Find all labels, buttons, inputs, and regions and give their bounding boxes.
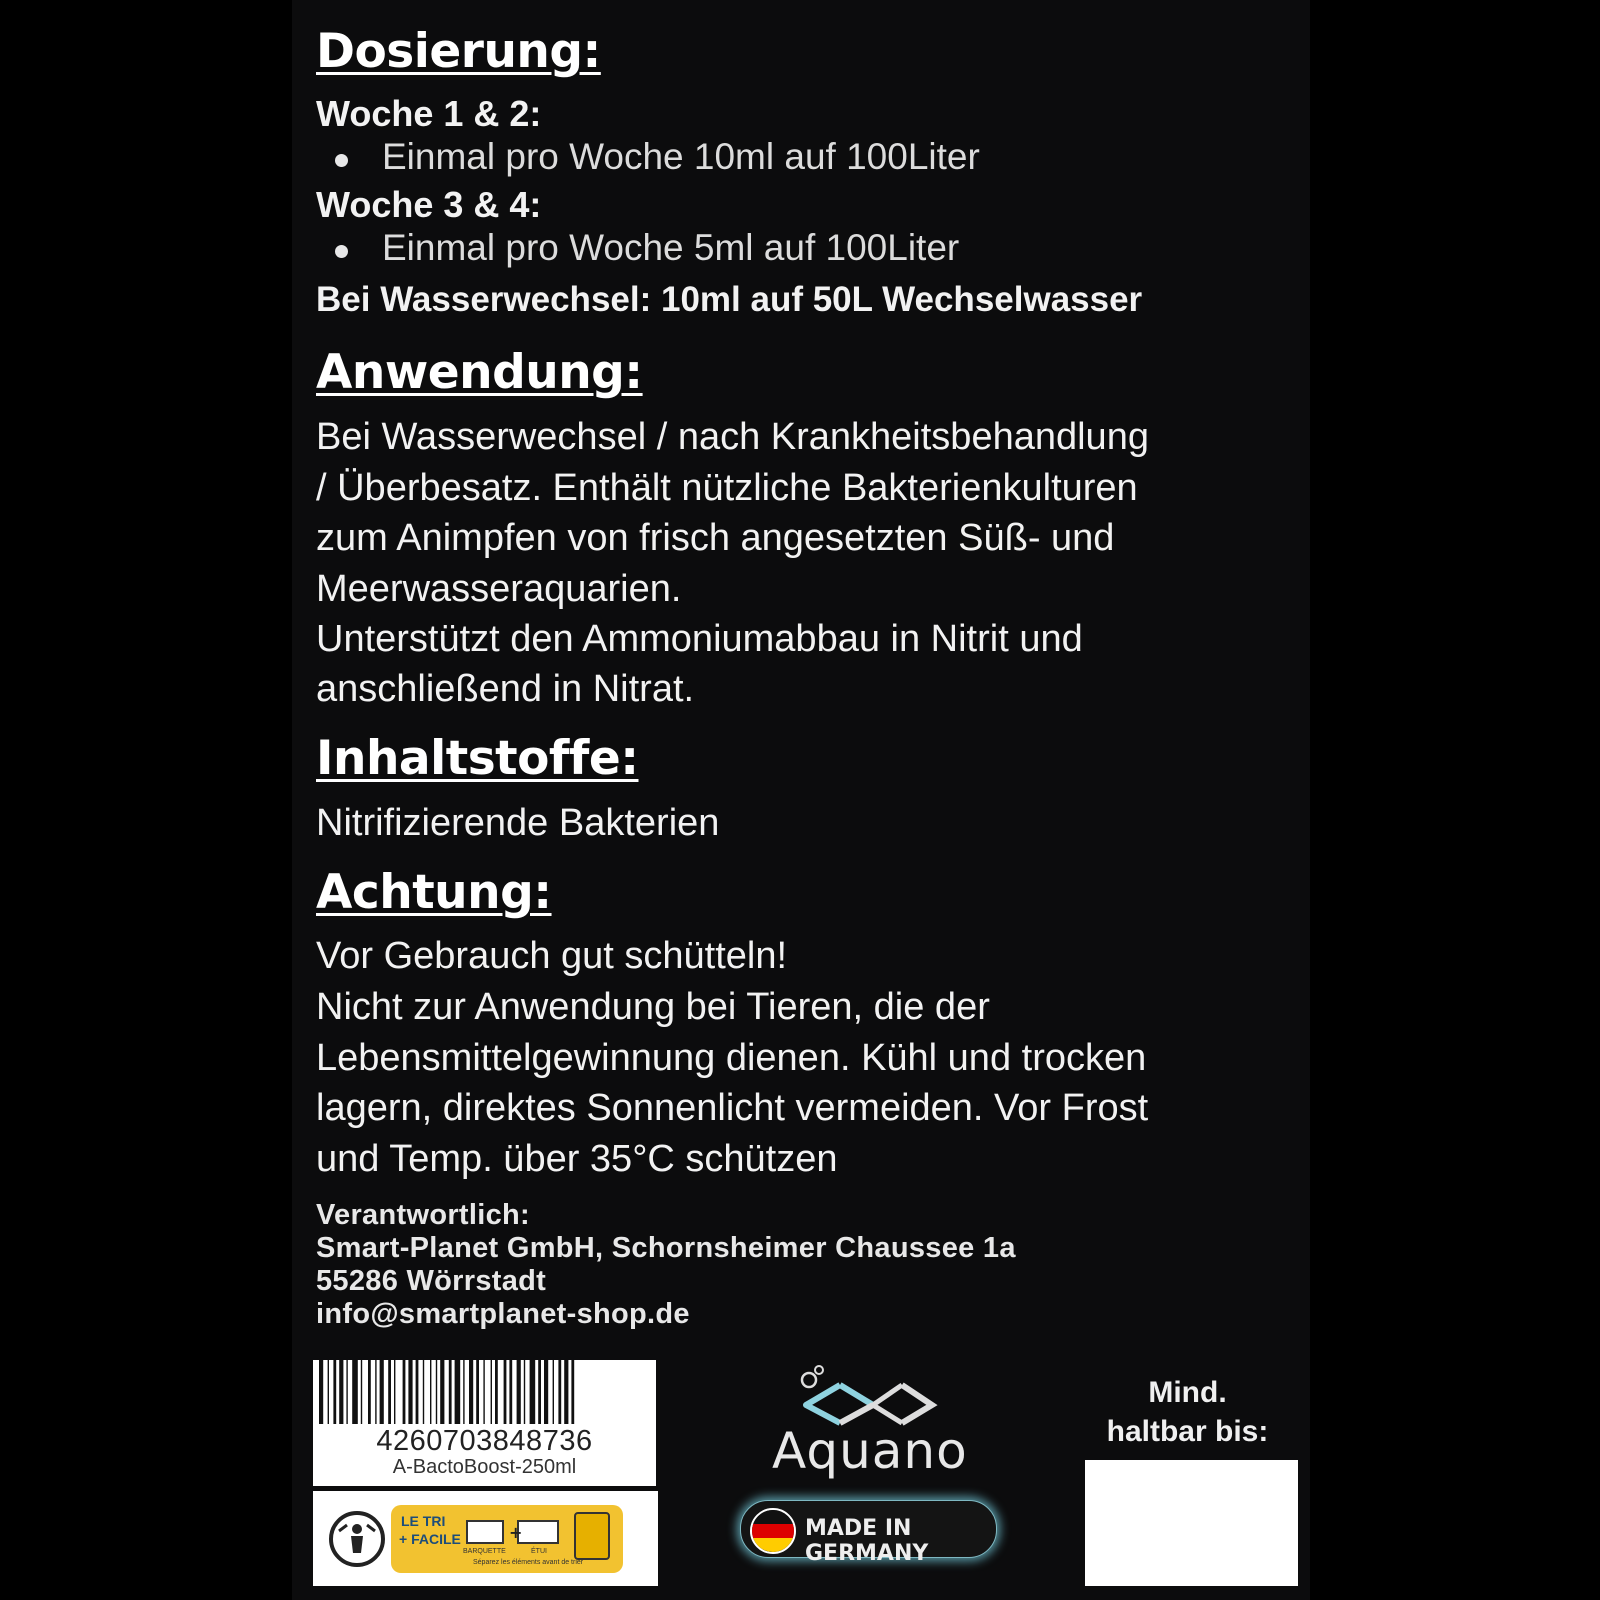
barcode bbox=[313, 1360, 656, 1486]
barcode-bar bbox=[368, 1360, 371, 1424]
barcode-bar bbox=[319, 1360, 323, 1424]
company-email: info@smartplanet-shop.de bbox=[316, 1298, 690, 1330]
week-3-4-label: Woche 3 & 4: bbox=[316, 184, 542, 225]
barcode-bar bbox=[553, 1360, 554, 1424]
barcode-bar bbox=[436, 1360, 437, 1424]
anwendung-line: zum Animpfen von frisch angesetzten Süß- und bbox=[316, 517, 1115, 559]
anwendung-heading: Anwendung: bbox=[316, 345, 643, 400]
company-address: Smart-Planet GmbH, Schornsheimer Chaussee 1a bbox=[316, 1232, 1016, 1264]
barcode-bar bbox=[483, 1360, 484, 1424]
anwendung-line: Meerwasseraquarien. bbox=[316, 568, 682, 610]
triman-footer: Séparez les éléments avant de trier bbox=[473, 1559, 584, 1566]
best-before-date-field bbox=[1085, 1460, 1298, 1586]
barcode-bar bbox=[328, 1360, 329, 1424]
barcode-bar bbox=[476, 1360, 479, 1424]
warning-line: Nicht zur Anwendung bei Tieren, die der bbox=[316, 986, 990, 1028]
barcode-bar bbox=[517, 1360, 521, 1424]
week-1-2-dosage: Einmal pro Woche 10ml auf 100Liter bbox=[382, 136, 980, 177]
barcode-bar bbox=[544, 1360, 548, 1424]
barcode-bar bbox=[361, 1360, 362, 1424]
barcode-bar bbox=[463, 1360, 464, 1424]
german-flag-icon bbox=[750, 1508, 796, 1554]
barcode-bar bbox=[449, 1360, 452, 1424]
barcode-bar bbox=[408, 1360, 412, 1424]
company-city: 55286 Wörrstadt bbox=[316, 1265, 547, 1297]
barcode-bar bbox=[530, 1360, 536, 1424]
barcode-bar bbox=[558, 1360, 561, 1424]
le-tri-label: LE TRI bbox=[401, 1513, 446, 1529]
svg-text:+: + bbox=[509, 1523, 523, 1542]
barcode-bar bbox=[509, 1360, 512, 1424]
barcode-bar bbox=[352, 1360, 358, 1424]
barcode-bar bbox=[491, 1360, 492, 1424]
barcode-bar bbox=[524, 1360, 525, 1424]
barcode-bar bbox=[346, 1360, 347, 1424]
barcode-bar bbox=[440, 1360, 444, 1424]
barcode-bar bbox=[430, 1360, 431, 1424]
water-change-dosage: Bei Wasserwechsel: 10ml auf 50L Wechselwasser bbox=[316, 280, 1143, 319]
barcode-bar bbox=[469, 1360, 473, 1424]
warning-line: Lebensmittelgewinnung dienen. Kühl und trocken bbox=[316, 1037, 1147, 1079]
barcode-bar bbox=[403, 1360, 406, 1424]
anwendung-line: Bei Wasserwechsel / nach Krankheitsbehandlung bbox=[316, 416, 1149, 458]
dosierung-heading: Dosierung: bbox=[316, 24, 601, 79]
week-3-4-dosage: Einmal pro Woche 5ml auf 100Liter bbox=[382, 227, 960, 268]
barcode-bar bbox=[571, 1360, 574, 1424]
anwendung-line: anschließend in Nitrat. bbox=[316, 668, 695, 710]
barcode-bars bbox=[317, 1360, 652, 1424]
inhaltsstoffe-heading: Inhaltstoffe: bbox=[316, 731, 639, 786]
barcode-bar bbox=[495, 1360, 498, 1424]
warning-line: lagern, direktes Sonnenlicht vermeiden. Vor Frost bbox=[316, 1087, 1149, 1129]
barcode-bar bbox=[394, 1360, 395, 1424]
best-before-line2: haltbar bis: bbox=[1106, 1415, 1269, 1448]
barquette-caption: BARQUETTE bbox=[463, 1548, 506, 1555]
ingredients-text: Nitrifizierende Bakterien bbox=[316, 802, 720, 844]
ean-number: 4260703848736 bbox=[376, 1425, 593, 1457]
anwendung-line: / Überbesatz. Enthält nützliche Bakterienkulturen bbox=[316, 467, 1138, 509]
triman-icon bbox=[313, 1491, 658, 1586]
made-in-germany-text: MADE IN GERMANY bbox=[805, 1516, 929, 1566]
barcode-bar bbox=[333, 1360, 336, 1424]
barcode-bar bbox=[416, 1360, 419, 1424]
facile-label: + FACILE bbox=[399, 1531, 461, 1547]
recycling-info bbox=[313, 1491, 658, 1586]
bullet-icon bbox=[335, 245, 348, 258]
barcode-bar bbox=[423, 1360, 424, 1424]
made-in-germany-badge bbox=[740, 1500, 997, 1566]
warning-line: Vor Gebrauch gut schütteln! bbox=[316, 935, 788, 977]
barcode-bar bbox=[564, 1360, 568, 1424]
barcode-bar bbox=[380, 1360, 384, 1424]
achtung-heading: Achtung: bbox=[316, 865, 552, 920]
barcode-bar bbox=[375, 1360, 376, 1424]
best-before-line1: Mind. bbox=[1148, 1376, 1227, 1409]
week-1-2-label: Woche 1 & 2: bbox=[316, 93, 542, 134]
etui-caption: ÉTUI bbox=[531, 1548, 547, 1555]
barcode-bar bbox=[538, 1360, 541, 1424]
sku-label: A-BactoBoost-250ml bbox=[392, 1456, 577, 1478]
barcode-bar bbox=[339, 1360, 343, 1424]
barcode-bar bbox=[504, 1360, 507, 1424]
barcode-bar bbox=[388, 1360, 391, 1424]
responsible-label: Verantwortlich: bbox=[316, 1199, 530, 1231]
warning-line: und Temp. über 35°C schützen bbox=[316, 1138, 838, 1180]
anwendung-line: Unterstützt den Ammoniumabbau in Nitrit und bbox=[316, 618, 1083, 660]
brand-name: Aquano bbox=[772, 1422, 968, 1480]
best-before-label bbox=[1080, 1373, 1295, 1451]
barcode-bar bbox=[455, 1360, 461, 1424]
bullet-icon bbox=[335, 154, 348, 167]
